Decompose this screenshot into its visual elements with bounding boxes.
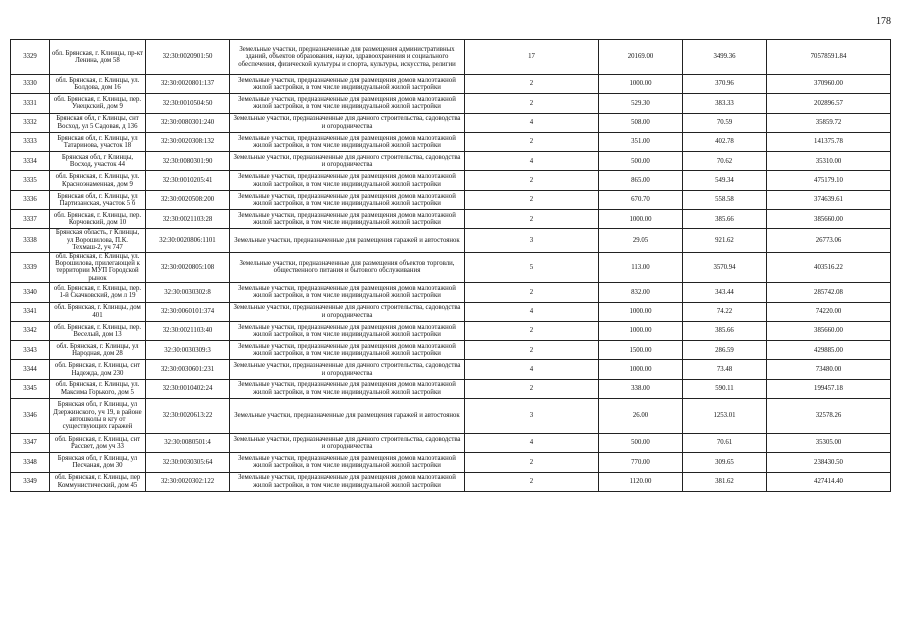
table-row [11,94,891,113]
specific-value-cell: 309.65 [683,453,767,472]
cadastral-number-cell: 32:30:0030305:64 [146,453,230,472]
cadastral-value-cell: 35310.00 [767,152,891,171]
area-cell: 832.00 [599,283,683,302]
address-cell: обл. Брянская, г. Клинцы, ул. Болдова, дом 16 [50,75,146,94]
cadastral-value-cell: 199457.18 [767,379,891,398]
cadastral-number-cell: 32:30:0020901:50 [146,40,230,75]
land-use-cell: Земельные участки, предназначенные для размещения домов малоэтажной жилой застройки, в том числе индивидуальной жилой застройки [230,472,465,491]
area-cell: 770.00 [599,453,683,472]
specific-value-cell: 558.58 [683,190,767,209]
address-cell: обл. Брянская, г. Клинцы, ул. Максима Горького, дом 5 [50,379,146,398]
address-cell: обл. Брянская, г. Клинцы, дом 401 [50,302,146,321]
specific-value-cell: 381.62 [683,472,767,491]
specific-value-cell: 74.22 [683,302,767,321]
row-number: 3347 [11,434,50,453]
cadastral-value-cell: 32578.26 [767,399,891,434]
area-cell: 865.00 [599,171,683,190]
group-cell: 4 [465,113,599,132]
cadastral-number-cell: 32:30:0010504:50 [146,94,230,113]
area-cell: 500.00 [599,152,683,171]
land-use-cell: Земельные участки, предназначенные для размещения домов малоэтажной жилой застройки, в том числе индивидуальной жилой застройки [230,75,465,94]
group-cell: 2 [465,132,599,151]
table-row [11,75,891,94]
table-row [11,453,891,472]
page-number: 178 [876,16,891,27]
cadastral-value-cell: 26773.06 [767,229,891,252]
cadastral-number-cell: 32:30:0021103:28 [146,210,230,229]
land-use-cell: Земельные участки, предназначенные для размещения гаражей и автостоянок [230,399,465,434]
row-number: 3335 [11,171,50,190]
address-cell: обл. Брянская, г. Клинцы, снт Надежда, дом 230 [50,360,146,379]
row-number: 3338 [11,229,50,252]
land-use-cell: Земельные участки, предназначенные для размещения домов малоэтажной жилой застройки, в том числе индивидуальной жилой застройки [230,210,465,229]
cadastral-value-cell: 141375.78 [767,132,891,151]
cadastral-value-cell: 285742.08 [767,283,891,302]
specific-value-cell: 70.62 [683,152,767,171]
address-cell: Брянская обл, г Клинцы, снт Восход, ул 5 Садовая, д 136 [50,113,146,132]
cadastral-number-cell: 32:30:0020308:132 [146,132,230,151]
area-cell: 670.70 [599,190,683,209]
land-use-cell: Земельные участки, предназначенные для размещения домов малоэтажной жилой застройки, в том числе индивидуальной жилой застройки [230,190,465,209]
cadastral-number-cell: 32:30:0020806:1101 [146,229,230,252]
address-cell: обл. Брянская, г. Клинцы, ул Народная, дом 28 [50,341,146,360]
group-cell: 17 [465,40,599,75]
address-cell: обл. Брянская, г. Клинцы, ул. Красноэнаменная, дом 9 [50,171,146,190]
table-row [11,171,891,190]
specific-value-cell: 921.62 [683,229,767,252]
cadastral-number-cell: 32:30:0020508:200 [146,190,230,209]
row-number: 3340 [11,283,50,302]
group-cell: 2 [465,171,599,190]
land-use-cell: Земельные участки, предназначенные для дачного строительства, садоводства и огородничества [230,152,465,171]
specific-value-cell: 70.59 [683,113,767,132]
cadastral-number-cell: 32:30:0020801:137 [146,75,230,94]
table-row [11,40,891,75]
address-cell: обл. Брянская, г. Клинцы, пер. 1-й Скачковский, дом л 19 [50,283,146,302]
row-number: 3342 [11,321,50,340]
cadastral-number-cell: 32:30:0020302:122 [146,472,230,491]
group-cell: 2 [465,283,599,302]
land-use-cell: Земельные участки, предназначенные для размещения домов малоэтажной жилой застройки, в том числе индивидуальной жилой застройки [230,171,465,190]
table-row [11,341,891,360]
table-row [11,379,891,398]
table-row [11,210,891,229]
area-cell: 500.00 [599,434,683,453]
land-use-cell: Земельные участки, предназначенные для размещения домов малоэтажной жилой застройки, в том числе индивидуальной жилой застройки [230,283,465,302]
table-row [11,132,891,151]
land-use-cell: Земельные участки, предназначенные для дачного строительства, садоводства и огородничества [230,434,465,453]
cadastral-value-cell: 385660.00 [767,210,891,229]
row-number: 3349 [11,472,50,491]
specific-value-cell: 402.78 [683,132,767,151]
address-cell: обл. Брянская, г. Клинцы, пер. Веселый, дом 13 [50,321,146,340]
land-use-cell: Земельные участки, предназначенные для размещения домов малоэтажной жилой застройки, в том числе индивидуальной жилой застройки [230,341,465,360]
group-cell: 2 [465,75,599,94]
row-number: 3348 [11,453,50,472]
table-body [11,40,891,492]
cadastral-value-cell: 385660.00 [767,321,891,340]
land-use-cell: Земельные участки, предназначенные для размещения домов малоэтажной жилой застройки, в том числе индивидуальной жилой застройки [230,453,465,472]
row-number: 3330 [11,75,50,94]
address-cell: обл. Брянская, г. Клинцы, пер Коммунистический, дом 45 [50,472,146,491]
specific-value-cell: 70.61 [683,434,767,453]
cadastral-number-cell: 32:30:0020805:108 [146,252,230,283]
table-row [11,360,891,379]
specific-value-cell: 385.66 [683,210,767,229]
cadastral-value-cell: 403516.22 [767,252,891,283]
row-number: 3337 [11,210,50,229]
area-cell: 1000.00 [599,302,683,321]
address-cell: обл. Брянская, г. Клинцы, пр-кт Ленина, дом 58 [50,40,146,75]
specific-value-cell: 286.59 [683,341,767,360]
cadastral-value-cell: 35305.00 [767,434,891,453]
cadastral-value-cell: 238430.50 [767,453,891,472]
land-use-cell: Земельные участки, предназначенные для размещения домов малоэтажной жилой застройки, в том числе индивидуальной жилой застройки [230,321,465,340]
cadastral-number-cell: 32:30:0030302:8 [146,283,230,302]
specific-value-cell: 3570.94 [683,252,767,283]
group-cell: 2 [465,341,599,360]
cadastral-number-cell: 32:30:0080301:90 [146,152,230,171]
table-row [11,399,891,434]
cadastral-number-cell: 32:30:0080301:240 [146,113,230,132]
address-cell: Брянская обл, г Клинцы, Восход, участок 44 [50,152,146,171]
specific-value-cell: 370.96 [683,75,767,94]
cadastral-value-table [10,39,891,492]
land-use-cell: Земельные участки, предназначенные для дачного строительства, садоводства и огородничества [230,360,465,379]
cadastral-value-cell: 370960.00 [767,75,891,94]
area-cell: 529.30 [599,94,683,113]
row-number: 3334 [11,152,50,171]
cadastral-value-cell: 35859.72 [767,113,891,132]
row-number: 3336 [11,190,50,209]
row-number: 3341 [11,302,50,321]
row-number: 3331 [11,94,50,113]
table-row [11,152,891,171]
address-cell: обл. Брянская, г. Клинцы, ул. Ворошилова, прилегающей к территории МУП Городской рынок [50,252,146,283]
area-cell: 338.00 [599,379,683,398]
cadastral-number-cell: 32:30:0010205:41 [146,171,230,190]
table-row [11,472,891,491]
group-cell: 2 [465,453,599,472]
cadastral-number-cell: 32:30:0010402:24 [146,379,230,398]
row-number: 3339 [11,252,50,283]
cadastral-value-cell: 73480.00 [767,360,891,379]
table-row [11,113,891,132]
specific-value-cell: 549.34 [683,171,767,190]
specific-value-cell: 3499.36 [683,40,767,75]
group-cell: 2 [465,379,599,398]
land-use-cell: Земельные участки, предназначенные для дачного строительства, садоводства и огородничества [230,302,465,321]
cadastral-number-cell: 32:30:0021103:40 [146,321,230,340]
address-cell: обл. Брянская, г. Клинцы, пер. Унецкский, дом 9 [50,94,146,113]
address-cell: Брянская обл, г Клинцы, ул Песчаная, дом 30 [50,453,146,472]
row-number: 3346 [11,399,50,434]
specific-value-cell: 590.11 [683,379,767,398]
cadastral-number-cell: 32:30:0030309:3 [146,341,230,360]
table-row [11,229,891,252]
area-cell: 508.00 [599,113,683,132]
row-number: 3332 [11,113,50,132]
land-use-cell: Земельные участки, предназначенные для размещения объектов торговли, общественного питания и бытового обслуживания [230,252,465,283]
address-cell: Брянская обл, г. Клинцы, ул Партизанская, участок 5 б [50,190,146,209]
area-cell: 20169.00 [599,40,683,75]
cadastral-number-cell: 32:30:0080501:4 [146,434,230,453]
land-use-cell: Земельные участки, предназначенные для размещения домов малоэтажной жилой застройки, в том числе индивидуальной жилой застройки [230,94,465,113]
row-number: 3345 [11,379,50,398]
group-cell: 3 [465,399,599,434]
group-cell: 2 [465,190,599,209]
land-use-cell: Земельные участки, предназначенные для дачного строительства, садоводства и огородничества [230,113,465,132]
group-cell: 2 [465,210,599,229]
address-cell: обл. Брянская, г. Клинцы, снт Рассвет, дом уч 33 [50,434,146,453]
area-cell: 1500.00 [599,341,683,360]
land-use-cell: Земельные участки, предназначенные для размещения домов малоэтажной жилой застройки, в том числе индивидуальной жилой застройки [230,132,465,151]
group-cell: 4 [465,152,599,171]
table-row [11,321,891,340]
address-cell: обл. Брянская, г. Клинцы, пер. Корчовский, дом 10 [50,210,146,229]
row-number: 3329 [11,40,50,75]
cadastral-value-cell: 374639.61 [767,190,891,209]
area-cell: 29.05 [599,229,683,252]
table-row [11,190,891,209]
group-cell: 4 [465,302,599,321]
specific-value-cell: 343.44 [683,283,767,302]
land-use-cell: Земельные участки, предназначенные для размещения административных зданий, объектов образования, науки, здравоохранения и социального обеспечения, физической культуры и спорта, культуры, искусства, религии [230,40,465,75]
area-cell: 1000.00 [599,75,683,94]
row-number: 3333 [11,132,50,151]
cadastral-value-cell: 475179.10 [767,171,891,190]
area-cell: 113.00 [599,252,683,283]
cadastral-number-cell: 32:30:0030601:231 [146,360,230,379]
cadastral-value-cell: 202896.57 [767,94,891,113]
cadastral-number-cell: 32:30:0020613:22 [146,399,230,434]
cadastral-number-cell: 32:30:0060101:374 [146,302,230,321]
row-number: 3343 [11,341,50,360]
cadastral-value-cell: 70578591.84 [767,40,891,75]
table-row [11,434,891,453]
row-number: 3344 [11,360,50,379]
land-use-cell: Земельные участки, предназначенные для размещения домов малоэтажной жилой застройки, в том числе индивидуальной жилой застройки [230,379,465,398]
group-cell: 3 [465,229,599,252]
area-cell: 1120.00 [599,472,683,491]
area-cell: 26.00 [599,399,683,434]
group-cell: 4 [465,360,599,379]
group-cell: 2 [465,321,599,340]
table-row [11,252,891,283]
cadastral-value-cell: 429885.00 [767,341,891,360]
table-row [11,302,891,321]
area-cell: 1000.00 [599,210,683,229]
specific-value-cell: 383.33 [683,94,767,113]
group-cell: 2 [465,94,599,113]
specific-value-cell: 385.66 [683,321,767,340]
area-cell: 1000.00 [599,360,683,379]
group-cell: 5 [465,252,599,283]
address-cell: Брянская обл, г. Клинцы, ул Татаринова, участок 18 [50,132,146,151]
address-cell: Брянская область, г Клинцы, ул Ворошилова, П.К. Техмаш-2, уч 747 [50,229,146,252]
group-cell: 2 [465,472,599,491]
land-use-cell: Земельные участки, предназначенные для размещения гаражей и автостоянок [230,229,465,252]
specific-value-cell: 73.48 [683,360,767,379]
group-cell: 4 [465,434,599,453]
cadastral-value-cell: 427414.40 [767,472,891,491]
area-cell: 351.00 [599,132,683,151]
area-cell: 1000.00 [599,321,683,340]
specific-value-cell: 1253.01 [683,399,767,434]
table-row [11,283,891,302]
cadastral-value-cell: 74220.00 [767,302,891,321]
address-cell: Брянская обл, г Клинцы, ул Дзержинского, уч 19, в районе автошколы в кгу от существующих гаражей [50,399,146,434]
